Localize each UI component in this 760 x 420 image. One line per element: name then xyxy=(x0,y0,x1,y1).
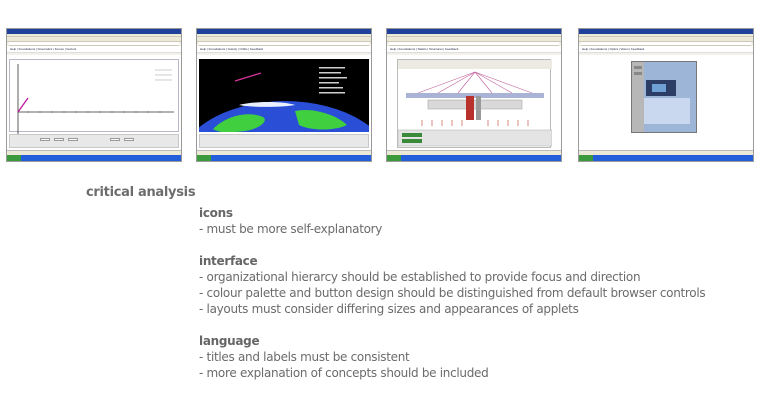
screenshot-strip xyxy=(6,28,760,164)
start-button xyxy=(7,155,21,161)
taskbar xyxy=(7,155,181,161)
graph-panel xyxy=(9,59,179,132)
taskbar xyxy=(387,155,561,161)
control-field xyxy=(124,138,134,141)
control-field xyxy=(54,138,64,141)
section-icons xyxy=(199,205,754,237)
image-drawing xyxy=(632,62,696,132)
section-title: icons xyxy=(199,206,233,220)
structure-panel xyxy=(397,59,551,148)
earth-drawing xyxy=(199,59,369,132)
section-title: interface xyxy=(199,254,258,268)
screenshot-image-applet xyxy=(578,28,754,162)
note-item: - must be more self-explanatory xyxy=(199,222,383,236)
note-item: - titles and labels must be consistent xyxy=(199,350,410,364)
control-field xyxy=(68,138,78,141)
applet-area xyxy=(387,55,561,150)
taskbar xyxy=(197,155,371,161)
analysis-notes xyxy=(199,205,754,397)
note-item: - organizational hierarcy should be established to provide focus and direction xyxy=(199,270,641,284)
applet-image xyxy=(631,61,697,133)
screenshot-bridge-applet xyxy=(386,28,562,162)
start-button xyxy=(387,155,401,161)
control-field xyxy=(40,138,50,141)
section-title: language xyxy=(199,334,260,348)
section-language xyxy=(199,333,754,381)
applet-area xyxy=(7,55,181,150)
structure-drawing xyxy=(398,60,552,148)
start-button xyxy=(197,155,211,161)
taskbar xyxy=(579,155,753,161)
applet-area xyxy=(579,55,753,150)
applet-area xyxy=(197,55,371,150)
section-interface xyxy=(199,253,754,317)
screenshot-graph-applet xyxy=(6,28,182,162)
control-field xyxy=(110,138,120,141)
applet-controls xyxy=(199,134,369,148)
graph-drawing xyxy=(10,60,180,138)
space-view xyxy=(199,59,369,132)
applet-controls xyxy=(9,134,179,148)
note-item: - more explanation of concepts should be included xyxy=(199,366,489,380)
screenshot-earth-applet xyxy=(196,28,372,162)
site-nav: Help | Foundations | Statics | Structures | Feedback xyxy=(387,46,561,53)
site-nav: Help | Foundations | Kinematics | Forces | Vectors xyxy=(7,46,181,53)
note-item: - colour palette and button design should be distinguished from default browser controls xyxy=(199,286,706,300)
note-item: - layouts must consider differing sizes and appearances of applets xyxy=(199,302,579,316)
site-nav: Help | Foundations | Optics | Vision | Feedback xyxy=(579,46,753,53)
site-nav: Help | Foundations | Gravity | Orbits | Feedback xyxy=(197,46,371,53)
critical-analysis-heading: critical analysis xyxy=(86,185,196,200)
start-button xyxy=(579,155,593,161)
